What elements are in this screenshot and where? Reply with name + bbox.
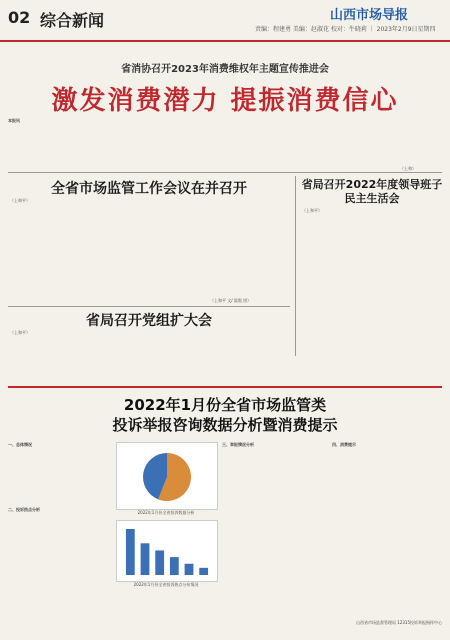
bar-3 — [155, 550, 164, 575]
divider-1 — [8, 172, 442, 173]
top-story-text-1 — [21, 118, 22, 123]
feature-section-4: 四、消费提示 — [332, 442, 356, 447]
section-title: 综合新闻 — [40, 11, 105, 30]
top-story-byline: 本报讯 — [8, 118, 20, 123]
feature-section-1: 一、总体情况 — [8, 442, 32, 447]
party-group-title: 省局召开党组扩大会 — [86, 313, 212, 329]
chart-bars — [116, 520, 218, 582]
market-meeting-col-2 — [100, 204, 188, 300]
market-meeting-credit: （上和平 文/ 晨霞 图） — [210, 298, 252, 303]
party-group-col-3 — [192, 336, 290, 380]
issue-line: 责编：程建勇 美编：赵淑花 校对：牛晓莉 ｜ 2023年2月9日星期四 — [255, 26, 436, 33]
chart-pie-caption: 2022年1月份全省投诉数据分析 — [137, 510, 195, 515]
party-meeting-col — [300, 214, 442, 354]
top-story-col-1 — [8, 118, 108, 168]
feature-section-2: 二、投诉热点分析 — [8, 507, 40, 513]
market-meeting-col-3 — [192, 204, 290, 300]
chart-bars-caption: 2022年1月份全省投诉热点分布情况 — [133, 582, 199, 587]
feature-section-3: 三、举报情况分析 — [222, 442, 254, 447]
top-story-col-4 — [329, 118, 442, 168]
bar-2 — [141, 543, 150, 575]
vertical-divider — [295, 176, 296, 356]
feature-footnote: 山西省市场监督管理局 12315投诉举报指挥中心 — [356, 620, 442, 625]
feature-col-4 — [332, 442, 442, 612]
chart-bars-svg — [117, 521, 217, 581]
bar-4 — [170, 557, 179, 575]
top-story-reporter: （上和） — [400, 166, 416, 171]
chart-pie — [116, 442, 218, 510]
party-group-col-1 — [8, 336, 96, 380]
feature-col-1 — [8, 442, 112, 632]
party-group-byline: （上和平） — [10, 330, 30, 335]
market-meeting-title: 全省市场监管工作会议在并召开 — [51, 181, 247, 197]
bar-5 — [185, 564, 194, 575]
chart-pie-svg — [117, 443, 217, 509]
market-meeting-byline: （上和平） — [10, 198, 30, 203]
page-number: 02 — [8, 8, 31, 27]
bar-1 — [126, 529, 135, 575]
party-meeting-title: 省局召开2022年度领导班子民主生活会 — [301, 178, 443, 205]
bar-6 — [199, 568, 208, 575]
top-story-headline: 激发消费潜力 提振消费信心 — [51, 86, 399, 116]
feature-col-3 — [222, 442, 326, 632]
masthead: 山西市场导报 — [330, 8, 409, 23]
top-story-col-3 — [222, 118, 322, 168]
party-meeting-byline: （上和平） — [302, 208, 322, 213]
feature-title-line2: 投诉举报咨询数据分析暨消费提示 — [112, 416, 338, 434]
top-story-kicker: 省消协召开2023年消费维权年主题宣传推进会 — [121, 64, 329, 75]
divider-2 — [8, 306, 290, 307]
party-group-col-2 — [100, 336, 188, 380]
feature-top-rule — [8, 386, 442, 388]
top-story-col-2 — [115, 118, 215, 168]
market-meeting-col-1 — [8, 204, 96, 300]
feature-title-line1: 2022年1月份全省市场监管类 — [123, 396, 327, 414]
